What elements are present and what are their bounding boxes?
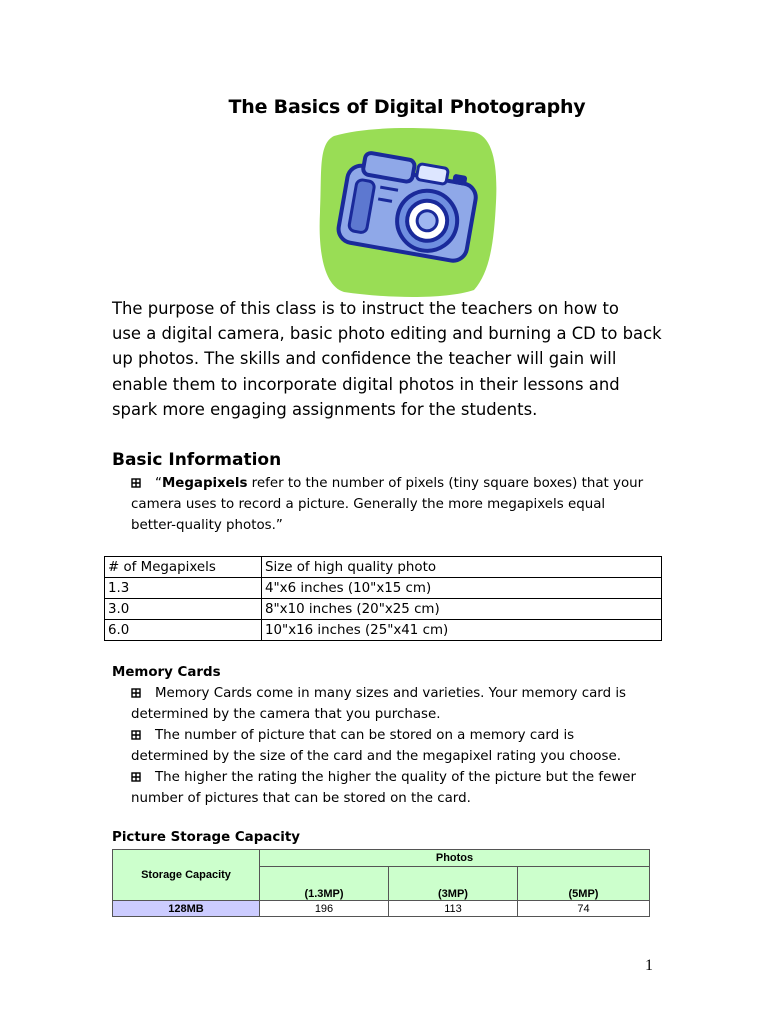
table-cell: 196	[260, 901, 389, 917]
intro-line: enable them to incorporate digital photos in their lessons and	[112, 374, 620, 394]
table-cell: 3.0	[105, 599, 262, 620]
megapixel-table	[104, 556, 662, 641]
table-row	[113, 901, 650, 917]
storage-heading: Picture Storage Capacity	[112, 830, 300, 845]
table-cell: 113	[389, 901, 518, 917]
camera-clipart-icon	[314, 122, 498, 298]
intro-line: spark more engaging assignments for the students.	[112, 399, 538, 419]
page-number: 1	[645, 957, 653, 974]
bullet-icon	[131, 478, 141, 488]
table-header-cell: Size of high quality photo	[262, 557, 662, 578]
bullet-icon	[131, 688, 141, 698]
basic-information-heading: Basic Information	[112, 450, 282, 470]
photos-header: Photos	[260, 850, 650, 867]
list-item: The higher the rating the higher the quality of the picture but the fewer	[131, 767, 661, 788]
quote-mark: “	[155, 476, 162, 491]
definition-text: camera uses to record a picture. Generally the more megapixels equal	[131, 497, 606, 512]
table-cell: 1.3	[105, 578, 262, 599]
table-cell: 8"x10 inches (20"x25 cm)	[262, 599, 662, 620]
table-cell: 74	[518, 901, 650, 917]
column-header: (1.3MP)	[260, 867, 389, 901]
megapixels-definition	[131, 473, 661, 536]
page-title: The Basics of Digital Photography	[228, 96, 586, 118]
memory-cards-heading: Memory Cards	[112, 665, 221, 680]
storage-capacity-table	[112, 849, 650, 917]
table-header-row	[105, 557, 662, 578]
bullet-icon	[131, 730, 141, 740]
intro-line: up photos. The skills and confidence the teacher will gain will	[112, 349, 617, 369]
bullet-icon	[131, 772, 141, 782]
intro-paragraph	[112, 296, 672, 422]
table-cell: 10"x16 inches (25"x41 cm)	[262, 620, 662, 641]
intro-line: use a digital camera, basic photo editing and burning a CD to back	[112, 324, 662, 344]
column-header: (5MP)	[518, 867, 650, 901]
table-row	[105, 620, 662, 641]
list-item-continuation: number of pictures that can be stored on the card.	[131, 791, 471, 806]
list-item-continuation: determined by the camera that you purchase.	[131, 707, 441, 722]
megapixels-term: Megapixels	[161, 476, 248, 491]
definition-text: refer to the number of pixels (tiny square boxes) that your	[247, 476, 644, 491]
table-header-cell: # of Megapixels	[105, 557, 262, 578]
memory-cards-list	[131, 683, 661, 809]
definition-text: better-quality photos.”	[131, 518, 283, 533]
row-label: 128MB	[113, 901, 260, 917]
list-item: The number of picture that can be stored on a memory card is	[131, 725, 661, 746]
table-cell: 6.0	[105, 620, 262, 641]
intro-line: The purpose of this class is to instruct the teachers on how to	[112, 299, 619, 318]
table-row	[105, 578, 662, 599]
table-row	[105, 599, 662, 620]
list-item: Memory Cards come in many sizes and varieties. Your memory card is	[131, 683, 661, 704]
list-item-continuation: determined by the size of the card and the megapixel rating you choose.	[131, 749, 621, 764]
table-cell: 4"x6 inches (10"x15 cm)	[262, 578, 662, 599]
column-header: (3MP)	[389, 867, 518, 901]
storage-capacity-header: Storage Capacity	[113, 850, 260, 901]
